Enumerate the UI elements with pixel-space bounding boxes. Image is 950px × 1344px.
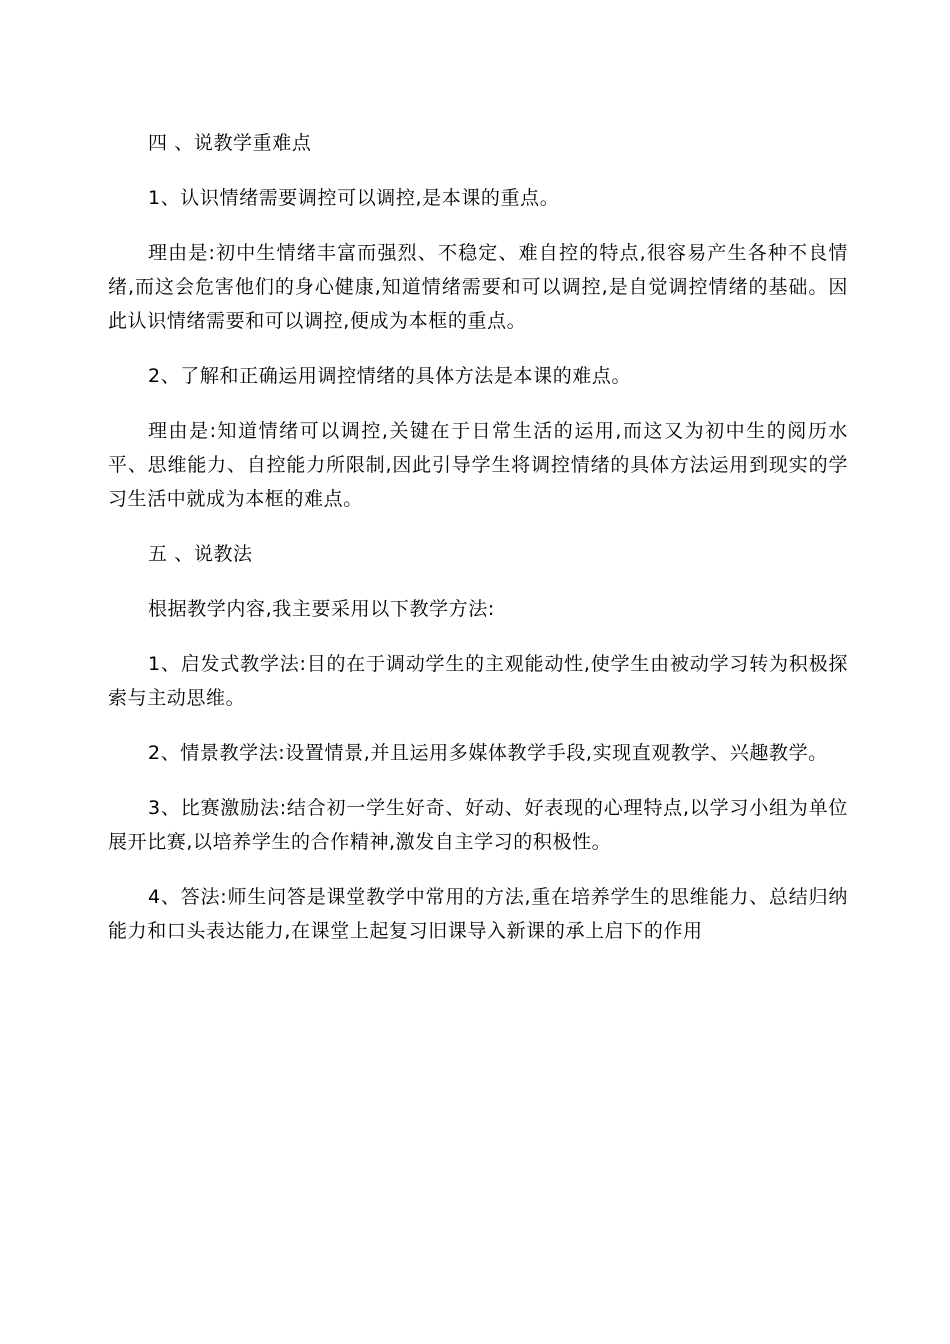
section-heading-5: 五 、说教法 (148, 543, 253, 565)
difficult-point-2: 2、了解和正确运用调控情绪的具体方法是本课的难点。 (148, 365, 632, 387)
method-1: 1、启发式教学法:目的在于调动学生的主观能动性,使学生由被动学习转为积极探索与主动思维。 (108, 653, 848, 709)
method-3: 3、比赛激励法:结合初一学生好奇、好动、好表现的心理特点,以学习小组为单位展开比赛,以培养学生的合作精神,激发自主学习的积极性。 (108, 797, 848, 853)
document-page (108, 126, 848, 948)
key-point-1-reason: 理由是:初中生情绪丰富而强烈、不稳定、难自控的特点,很容易产生各种不良情绪,而这会危害他们的身心健康,知道情绪需要和可以调控,是自觉调控情绪的基础。因此认识情绪需要和可以调控,便成为本框的重点。 (108, 242, 848, 332)
method-2: 2、情景教学法:设置情景,并且运用多媒体教学手段,实现直观教学、兴趣教学。 (148, 742, 828, 764)
section-heading-4: 四 、说教学重难点 (148, 132, 312, 154)
difficult-point-2-reason: 理由是:知道情绪可以调控,关键在于日常生活的运用,而这又为初中生的阅历水平、思维能力、自控能力所限制,因此引导学生将调控情绪的具体方法运用到现实的学习生活中就成为本框的难点。 (108, 420, 848, 510)
methods-intro: 根据教学内容,我主要采用以下教学方法: (148, 598, 495, 620)
method-4: 4、答法:师生问答是课堂教学中常用的方法,重在培养学生的思维能力、总结归纳能力和口头表达能力,在课堂上起复习旧课导入新课的承上启下的作用 (108, 886, 848, 942)
key-point-1: 1、认识情绪需要调控可以调控,是本课的重点。 (148, 187, 560, 209)
